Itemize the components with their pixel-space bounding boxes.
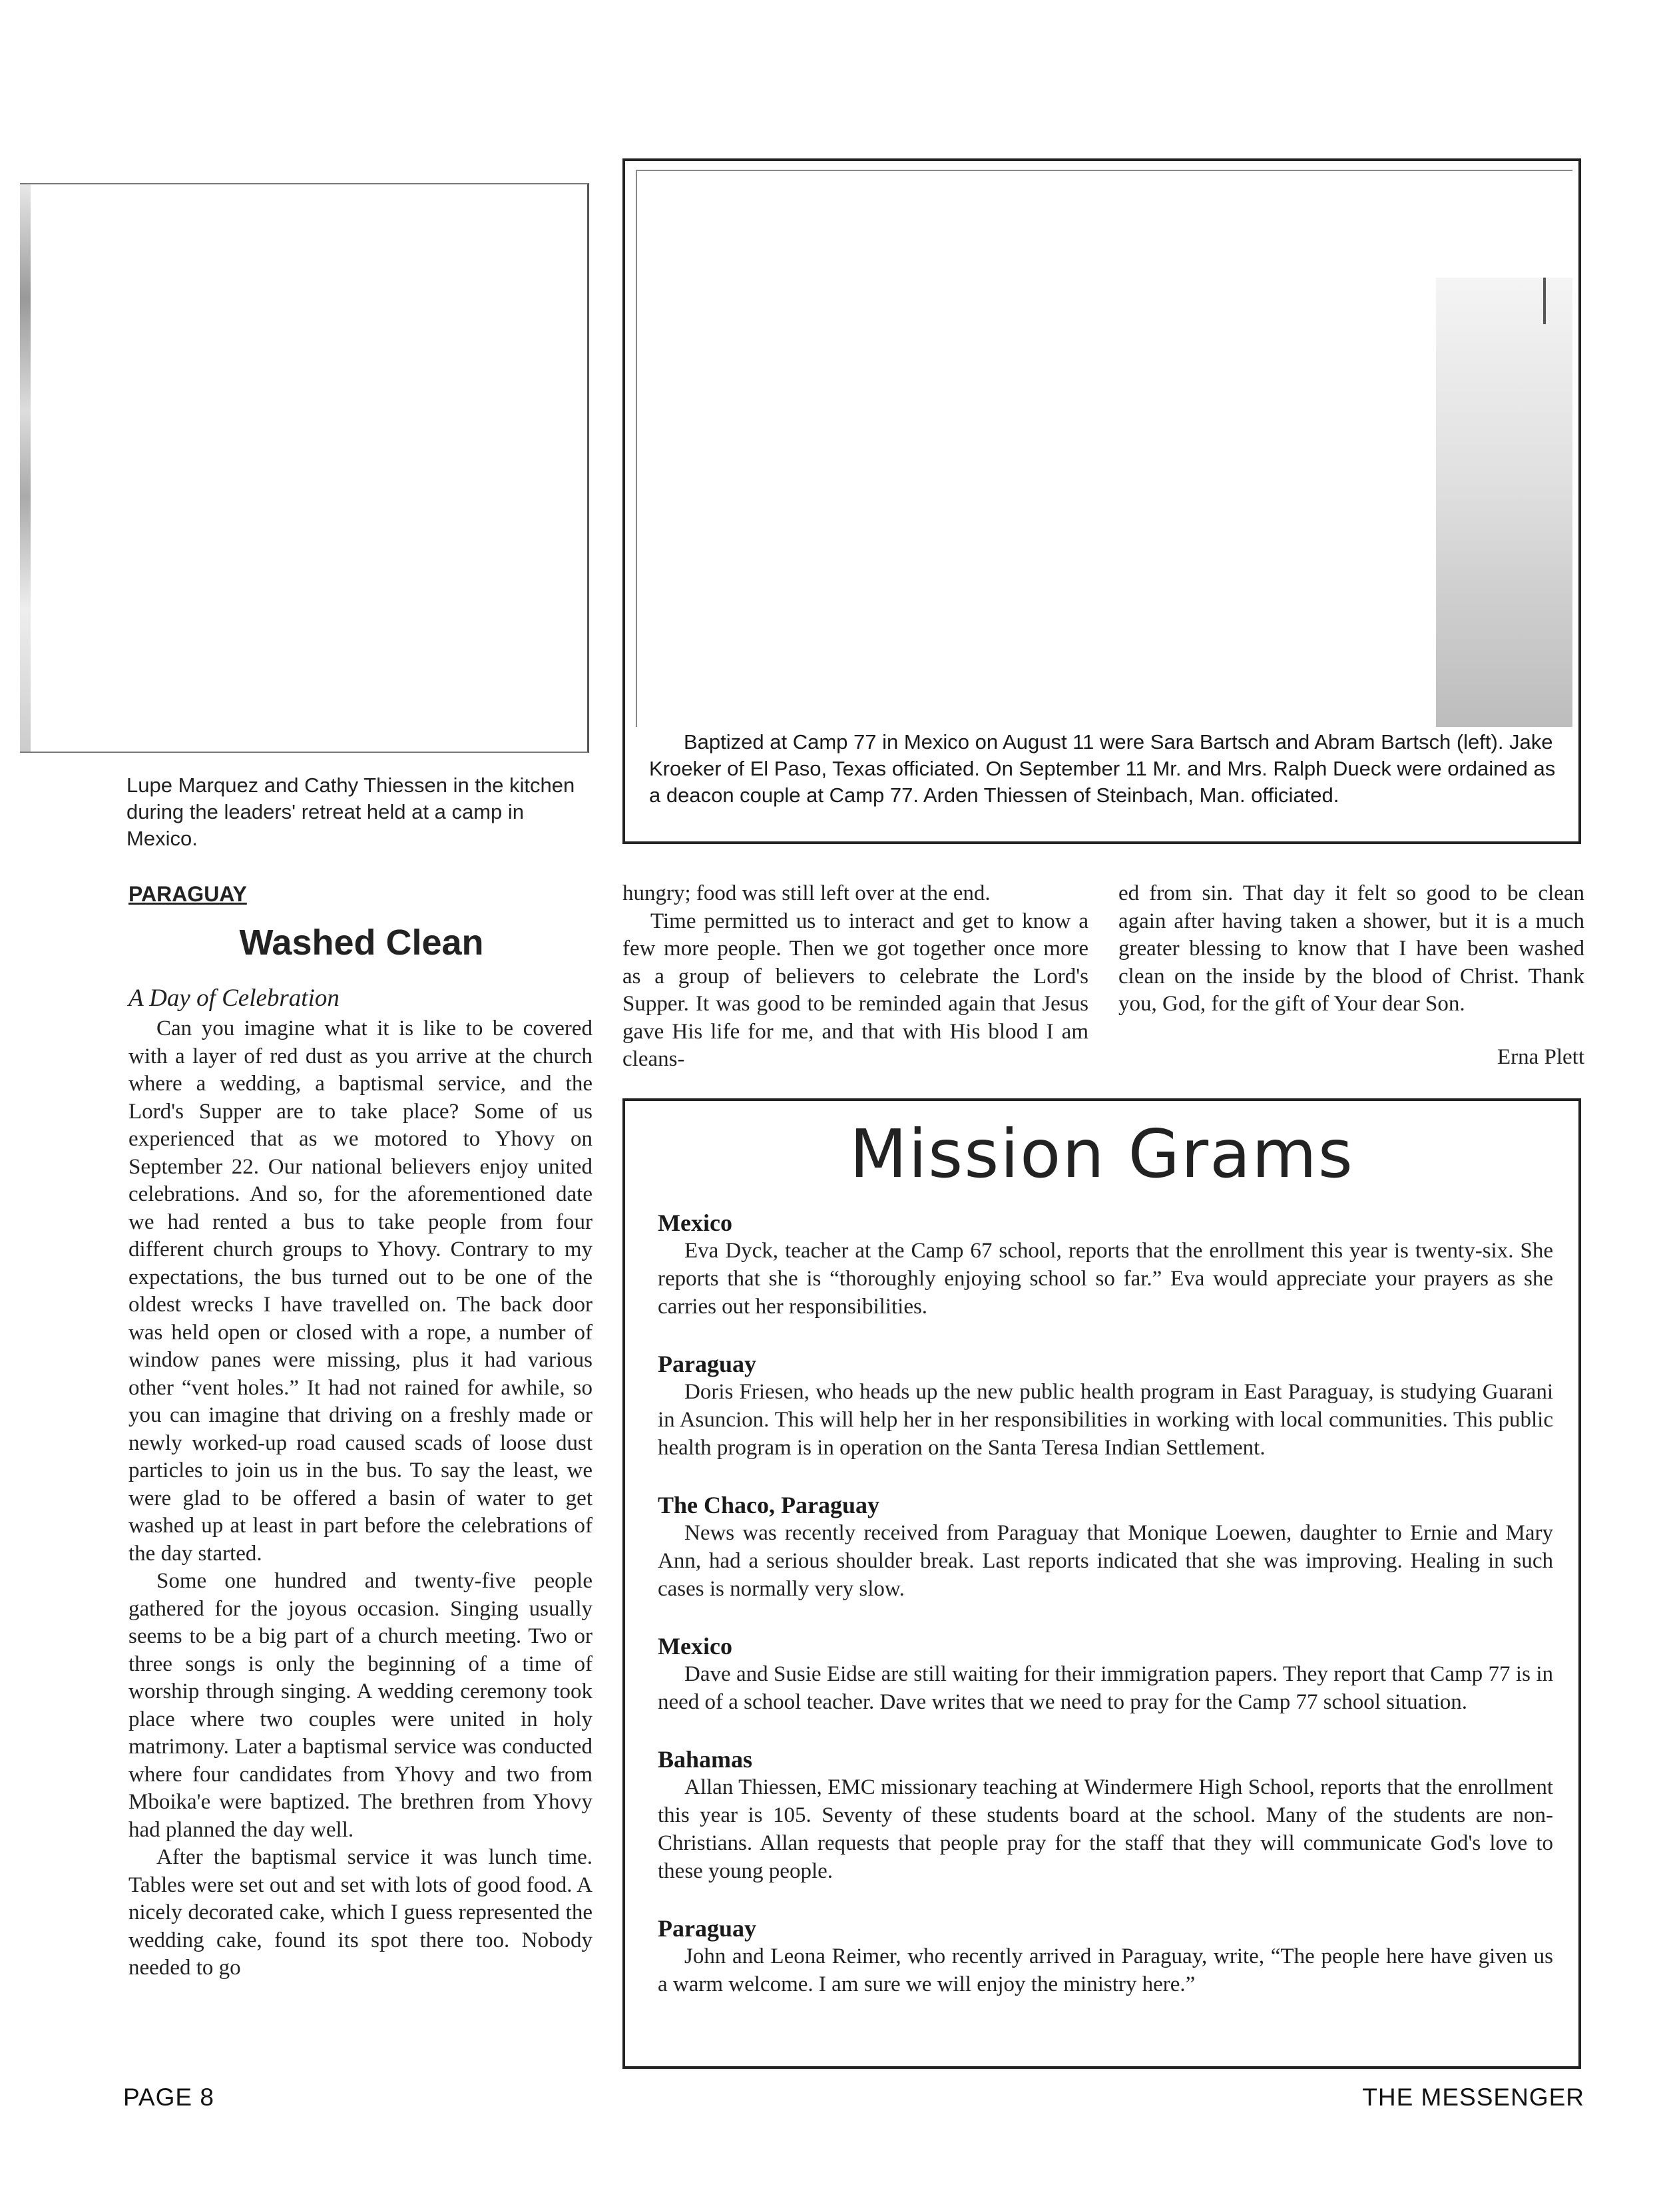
mission-gram-entry [658,1632,1553,1716]
article-author: Erna Plett [1497,1045,1584,1069]
article-subtitle: A Day of Celebration [128,985,340,1012]
mission-gram-heading: Mexico [658,1210,732,1236]
photo-fence-post [1543,278,1546,324]
mission-gram-body: Eva Dyck, teacher at the Camp 67 school, reports that the enrollment this year is twenty-six. She reports that she is “thoroughly enjoying school so far.” Eva would appreciate your prayers as she carries out her responsibilities. [658,1239,1553,1319]
mission-gram-body: John and Leona Reimer, who recently arrived in Paraguay, write, “The people here have given us a warm welcome. I am sure we will enjoy the ministry here.” [658,1944,1553,1996]
mission-gram-body: Doris Friesen, who heads up the new public health program in East Paraguay, is studying Guarani in Asuncion. This will help her in her responsibilities in working with local communities. This public health program is in operation on the Santa Teresa Indian Settlement. [658,1380,1553,1460]
paragraph: Time permitted us to interact and get to know a few more people. Then we got together once more as a group of believers to celebrate the Lord's Supper. It was good to be reminded again that Jesus gave His life for me, and that with His blood I am cleans- [622,909,1088,1071]
mission-gram-body: Dave and Susie Eidse are still waiting for their immigration papers. They report that Camp 77 is in need of a school teacher. Dave writes that we need to pray for the Camp 77 school situation. [658,1662,1553,1714]
photo-caption-left: Lupe Marquez and Cathy Thiessen in the kitchen during the leaders' retreat held at a camp in Mexico. [126,774,575,850]
mission-gram-entry [658,1745,1553,1885]
section-label: PARAGUAY [128,882,247,906]
page-number: PAGE 8 [123,2084,214,2111]
mission-gram-entry [658,1350,1553,1462]
article-column-2 [622,880,1088,1074]
paragraph: hungry; food was still left over at the end. [622,881,991,905]
mission-gram-entry [658,1914,1553,1998]
photo-edge-detail [20,184,31,752]
mission-grams-title: Mission Grams [849,1115,1354,1193]
mission-gram-heading: Mexico [658,1633,732,1659]
mission-grams-list [658,1209,1553,2028]
mission-gram-entry [658,1491,1553,1603]
paragraph: Can you imagine what it is like to be covered with a layer of red dust as you arrive at the church where a wedding, a baptismal service, and the Lord's Supper are to take place? Some of us experienced that as we motored to Yhovy on September 22. Our national believers enjoy united celebrations. And so, for the aforementioned date we had rented a bus to take people from four different church groups to Yhovy. Contrary to my expectations, the bus turned out to be one of the oldest wrecks I have travelled on. The back door was held open or closed with a rope, a number of window panes were missing, plus it had various other “vent holes.” It had not rained for awhile, so you can imagine that driving on a freshly made or newly worked-up road caused scads of loose dust particles to join us in the bus. To say the least, we were glad to be offered a basin of water to get washed up at least in part before the celebrations of the day started. [128,1016,593,1566]
paragraph: ed from sin. That day it felt so good to be clean again after having taken a shower, but it is a much greater blessing to know that I have been washed clean on the inside by the blood of Christ. Thank you, God, for the gift of Your dear Son. [1118,881,1584,1016]
paragraph: Some one hundred and twenty-five people gathered for the joyous occasion. Singing usually seems to be a big part of a church meeting. Two or three songs is only the beginning of a time of worship through singing. A wedding ceremony took place where two couples were united in holy matrimony. Later a baptismal service was conducted where four candidates from Yhovy and two from Mboika'e were baptized. The brethren from Yhovy had planned the day well. [128,1569,593,1842]
article-column-3 [1118,880,1584,1018]
mission-gram-heading: Paraguay [658,1915,756,1942]
mission-gram-body: News was recently received from Paraguay that Monique Loewen, daughter to Ernie and Mary Ann, had a serious shoulder break. Last reports indicated that she was improving. Healing in such cases is normally very slow. [658,1521,1553,1601]
mission-gram-heading: Paraguay [658,1351,756,1377]
paragraph: After the baptismal service it was lunch time. Tables were set out and set with lots of good food. A nicely decorated cake, which I guess represented the wedding cake, found its spot there too. Nobody needed to go [128,1845,593,1980]
article-title: Washed Clean [239,923,484,963]
article-column-1 [128,1015,593,1982]
mission-gram-heading: The Chaco, Paraguay [658,1492,879,1518]
mission-gram-body: Allan Thiessen, EMC missionary teaching at Windermere High School, reports that the enrollment this year is 105. Seventy of these students board at the school. Many of the students are non-Christians. Allan requests that people pray for the staff that they will communicate God's love to these young people. [658,1775,1553,1883]
photo-field-scene [1436,278,1572,727]
photo-baptism [636,170,1572,727]
photo-caption-right: Baptized at Camp 77 in Mexico on August 11 were Sara Bartsch and Abram Bartsch (left). Jake Kroeker of El Paso, Texas officiated. On September 11 Mr. and Mrs. Ralph Dueck were ordained as a deacon couple at Camp 77. Arden Thiessen of Steinbach, Man. officiated. [649,730,1556,807]
photo-kitchen [20,183,589,753]
mission-gram-entry [658,1209,1553,1321]
publication-name: THE MESSENGER [1362,2084,1584,2111]
mission-gram-heading: Bahamas [658,1746,753,1773]
